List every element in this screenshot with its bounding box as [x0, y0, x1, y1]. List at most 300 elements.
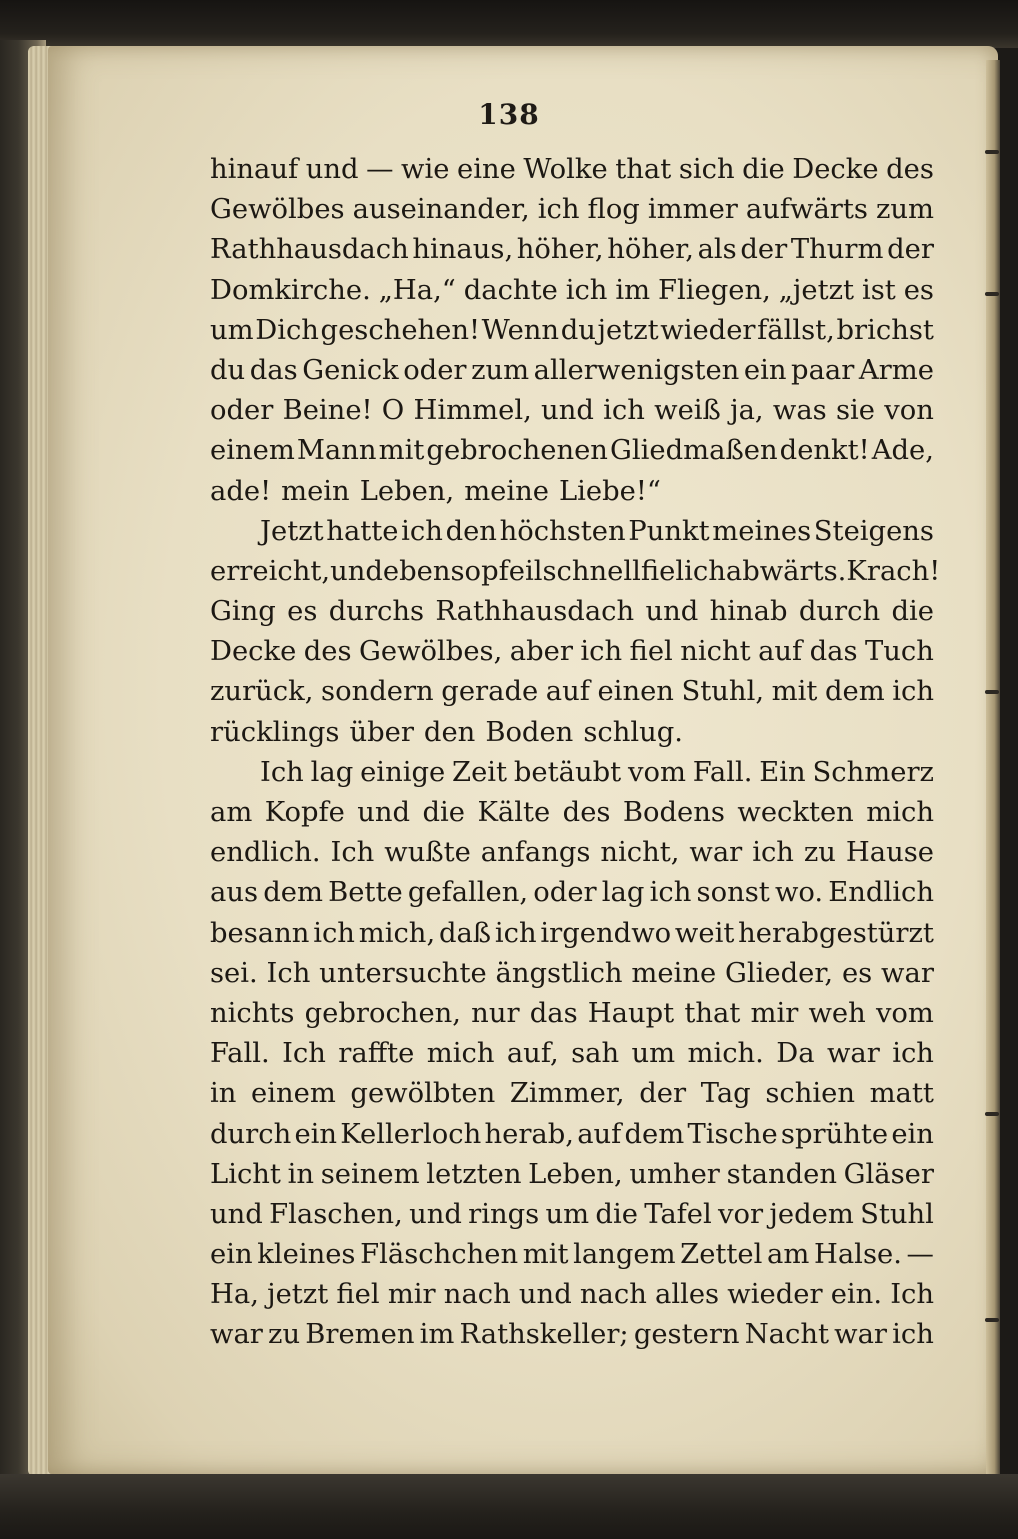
word: schien [765, 1078, 855, 1110]
word: um [631, 1038, 676, 1070]
word: Kopfe [264, 797, 345, 828]
edge-mark [985, 690, 999, 694]
word: Rathhausdach [210, 234, 409, 266]
word: daß [438, 917, 492, 949]
word: Rathhausdach [435, 596, 635, 628]
word: ich [565, 274, 608, 306]
word: jetzt [597, 314, 659, 346]
word: wieder [727, 1279, 823, 1311]
word: sei. [210, 957, 258, 989]
word: meines [712, 515, 812, 547]
word: am [210, 797, 253, 828]
edge-mark [985, 1318, 999, 1322]
word: vom [875, 997, 934, 1029]
word: zu [803, 837, 836, 869]
word: sondern [321, 676, 434, 708]
word: oder [210, 395, 274, 427]
word: es [903, 274, 934, 306]
word: und [330, 555, 383, 587]
word: Flaschen, [269, 1198, 403, 1230]
word: raffte [338, 1038, 415, 1070]
word: Bodens [622, 797, 725, 828]
word: durchs [328, 596, 425, 628]
word: mich. [687, 1038, 764, 1070]
word: mir [387, 1279, 436, 1311]
word: durch [210, 1118, 292, 1150]
word: gestern [633, 1319, 740, 1351]
word: der [887, 234, 934, 266]
word: einem [251, 1078, 336, 1110]
text-line [210, 150, 934, 190]
word: ein [743, 354, 787, 386]
word: umher [629, 1158, 720, 1190]
word: ich [313, 917, 355, 949]
word: mich [866, 797, 934, 828]
word: ich [684, 555, 726, 587]
text-line [210, 1195, 934, 1235]
word: alles [655, 1279, 720, 1311]
word: ein [294, 1118, 338, 1150]
word: ich [752, 837, 794, 869]
word: des [303, 636, 352, 668]
word: sonst [696, 877, 770, 909]
word: Stuhl, [681, 676, 765, 708]
word: vor [718, 1198, 764, 1230]
word: eben [382, 555, 451, 587]
text-line [210, 391, 934, 431]
word: Fliegen, [657, 274, 771, 306]
word: herab, [484, 1118, 574, 1150]
text-line [210, 230, 934, 270]
word: wie [401, 154, 450, 185]
word: Gläser [843, 1158, 934, 1190]
word: oder [403, 354, 467, 386]
text-line [210, 592, 934, 632]
word: Zeit [452, 756, 508, 788]
word: mich, [358, 917, 436, 949]
word: ich [537, 194, 580, 226]
word: Mann [296, 435, 377, 467]
text-line [210, 1275, 934, 1315]
word: that [615, 154, 672, 185]
text-line [210, 914, 934, 954]
text-line [210, 1315, 934, 1355]
word: nur [471, 997, 520, 1029]
word: Ha, [210, 1279, 259, 1311]
word: Beine! [282, 395, 373, 427]
word: letzten [426, 1158, 522, 1190]
word: was [772, 395, 827, 427]
word: Steigens [813, 515, 934, 547]
word: anfangs [480, 837, 591, 869]
page-right-edge [986, 60, 1000, 1480]
word: das [529, 997, 578, 1029]
word: hinaus, [412, 234, 514, 266]
word: meine [631, 957, 717, 989]
word: pfeilschnell [481, 555, 641, 587]
word: die [422, 797, 466, 828]
word: Tische [687, 1118, 778, 1150]
word: ade! [210, 475, 272, 507]
word: des [562, 797, 611, 828]
edge-mark [985, 1112, 999, 1116]
word: Glieder, [724, 957, 834, 989]
word: einige [360, 756, 446, 788]
word: wo. [774, 877, 824, 909]
word: die [891, 596, 934, 628]
text-line [210, 472, 934, 512]
word: Stuhl [860, 1198, 934, 1230]
word: höher, [607, 234, 694, 266]
text-line [210, 954, 934, 994]
word: das [249, 354, 298, 386]
edge-mark [985, 150, 999, 154]
word: oder [533, 877, 597, 909]
text-line [210, 351, 934, 391]
word: Tuch [864, 636, 934, 668]
word: Kellerloch [340, 1118, 482, 1150]
word: Thurm [790, 234, 884, 266]
word: Krach! [846, 555, 941, 587]
word: abwärts. [725, 555, 847, 587]
word: that [684, 997, 741, 1029]
word: lag [310, 756, 354, 788]
word: und [541, 395, 594, 427]
word: Ade, [871, 435, 934, 467]
edge-mark [985, 292, 999, 296]
word: dem [824, 676, 885, 708]
text-line [210, 833, 934, 873]
word: nach [443, 1279, 511, 1311]
word: zum [471, 354, 530, 386]
text-line [210, 1034, 934, 1074]
text-line [210, 713, 934, 753]
word: fiel [640, 555, 685, 587]
word: sah [571, 1038, 620, 1070]
word: Leben, [528, 1158, 623, 1190]
word: Decke [210, 636, 297, 668]
word: fiel [336, 1279, 380, 1311]
word: Ich [890, 1279, 934, 1311]
word: aufwärts [745, 194, 868, 226]
word: Fall. [210, 1038, 270, 1070]
word: besann [210, 917, 310, 949]
word: war [689, 837, 743, 869]
word: brichst [836, 314, 934, 346]
cover-bottom [0, 1474, 1018, 1539]
cover-top [0, 0, 1018, 48]
word: paar [791, 354, 855, 386]
word: das [809, 636, 858, 668]
word: mir [750, 997, 799, 1029]
word: ist [861, 274, 896, 306]
word: herabgestürzt [738, 917, 934, 949]
word: ich [892, 1038, 934, 1070]
word: weh [808, 997, 866, 1029]
word: Ich [260, 756, 304, 788]
word: im [419, 1319, 455, 1351]
word: ein. [830, 1279, 883, 1311]
word: „jetzt [778, 274, 855, 306]
word: mein [281, 475, 350, 507]
word: immer [647, 194, 738, 226]
word: sprühte [780, 1118, 889, 1150]
word: kleines [257, 1239, 356, 1271]
text-line [210, 311, 934, 351]
word: gerade [441, 676, 539, 708]
word: auf, [506, 1038, 559, 1070]
word: auf [577, 1118, 622, 1150]
word: über [349, 716, 414, 748]
word: Bette [328, 877, 403, 909]
word: Haupt [587, 997, 675, 1029]
word: zurück, [210, 676, 314, 708]
word: und [210, 1198, 263, 1230]
word: O [381, 395, 405, 427]
word: ich [892, 1319, 934, 1351]
word: um [545, 1198, 590, 1230]
word: war [834, 1319, 888, 1351]
word: weckten [737, 797, 854, 828]
text-line [210, 552, 941, 592]
text-line [210, 793, 934, 833]
word: ich [892, 676, 934, 708]
word: gefallen, [407, 877, 529, 909]
text-line [210, 271, 934, 311]
text-line [210, 1235, 934, 1275]
word: den [423, 716, 476, 748]
word: in [210, 1078, 237, 1110]
word: Nacht [744, 1319, 830, 1351]
word: ja, [730, 395, 764, 427]
word: — [366, 154, 394, 185]
word: aus [210, 877, 259, 909]
word: — [906, 1239, 934, 1271]
word: durch [798, 596, 881, 628]
word: war [826, 1038, 880, 1070]
word: Ein [759, 756, 806, 788]
word: ein [891, 1118, 934, 1150]
word: Fall. [692, 756, 753, 788]
word: Hause [845, 837, 934, 869]
word: es [841, 957, 873, 989]
word: des [886, 154, 934, 185]
word: so [450, 555, 482, 587]
word: Himmel, [413, 395, 532, 427]
text-line [210, 1074, 934, 1114]
word: ein [210, 1239, 253, 1271]
word: auf [758, 636, 803, 668]
word: ängstlich [495, 957, 623, 989]
word: standen [726, 1158, 837, 1190]
word: es [287, 596, 318, 628]
text-line [210, 1115, 934, 1155]
word: erreicht, [210, 555, 331, 587]
text-line [210, 753, 934, 793]
word: der [740, 234, 788, 266]
word: von [884, 395, 934, 427]
word: dem [624, 1118, 685, 1150]
word: wieder [660, 314, 756, 346]
word: und [518, 1279, 572, 1311]
text-line [210, 190, 934, 230]
word: gewölbten [350, 1078, 496, 1110]
word: Gewölbes, [359, 636, 503, 668]
word: wußte [384, 837, 471, 869]
page-body-text [210, 150, 941, 1356]
word: dachte [463, 274, 558, 306]
word: ich [494, 917, 537, 949]
text-line [210, 431, 934, 471]
word: geschehen! [320, 314, 481, 346]
word: Bremen [305, 1319, 415, 1351]
word: Decke [792, 154, 879, 185]
word: Rathskeller; [459, 1319, 629, 1351]
word: Zimmer, [509, 1078, 625, 1110]
word: ich [401, 515, 443, 547]
word: Liebe!“ [558, 475, 661, 507]
word: Ich [266, 957, 311, 989]
word: mit [378, 435, 425, 467]
word: Ging [210, 596, 276, 628]
word: Ich [330, 837, 375, 869]
text-line [210, 1155, 934, 1195]
page-number: 138 [478, 98, 540, 131]
word: um [210, 314, 254, 346]
word: einem [210, 435, 295, 467]
word: Licht [210, 1158, 281, 1190]
word: und [357, 797, 411, 828]
word: sie [835, 395, 875, 427]
word: und [409, 1198, 462, 1230]
word: Boden [485, 716, 574, 748]
word: ich [580, 636, 623, 668]
word: höher, [516, 234, 604, 266]
text-line [210, 632, 934, 672]
word: hinab [709, 596, 788, 628]
word: jedem [769, 1198, 854, 1230]
word: nach [579, 1279, 647, 1311]
word: rücklings [210, 716, 340, 748]
word: hatte [326, 515, 399, 547]
text-line [210, 512, 934, 552]
word: aber [509, 636, 573, 668]
word: schlug. [583, 716, 684, 748]
text-line [210, 994, 934, 1034]
word: ich [649, 877, 692, 909]
word: die [595, 1198, 638, 1230]
word: weit [674, 917, 735, 949]
word: fiel [629, 636, 673, 668]
word: höchsten [499, 515, 626, 547]
word: irgendwo [540, 917, 672, 949]
word: sich [678, 154, 735, 185]
word: der [639, 1078, 687, 1110]
word: gebrochen, [304, 997, 462, 1029]
word: du [210, 354, 246, 386]
word: Tafel [644, 1198, 712, 1230]
word: eine [456, 154, 516, 185]
word: zu [268, 1319, 301, 1351]
word: Wenn [481, 314, 560, 346]
word: Leben, [359, 475, 455, 507]
word: Punkt [628, 515, 710, 547]
word: auf [545, 676, 590, 708]
word: als [697, 234, 737, 266]
word: Gliedmaßen [610, 435, 778, 467]
word: Halse. [813, 1239, 902, 1271]
word: matt [869, 1078, 934, 1110]
word: die [742, 154, 785, 185]
word: Wolke [523, 154, 608, 185]
word: Jetzt [260, 515, 324, 547]
word: Tag [700, 1078, 751, 1110]
text-line [210, 672, 934, 712]
word: und [305, 154, 359, 185]
word: vom [627, 756, 686, 788]
word: am [767, 1239, 810, 1271]
word: „Ha,“ [378, 274, 456, 306]
word: meine [464, 475, 549, 507]
word: Kälte [477, 797, 551, 828]
word: mich [426, 1038, 495, 1070]
word: hinauf [210, 154, 299, 185]
word: langem [573, 1239, 676, 1271]
word: Schmerz [812, 756, 934, 788]
text-line [210, 873, 934, 913]
word: Da [776, 1038, 815, 1070]
word: betäubt [513, 756, 622, 788]
word: du [560, 314, 596, 346]
word: war [210, 1319, 263, 1351]
word: lag [601, 877, 645, 909]
word: einen [597, 676, 674, 708]
word: denkt! [779, 435, 870, 467]
word: nichts [210, 997, 295, 1029]
word: Ich [282, 1038, 326, 1070]
word: Arme [858, 354, 934, 386]
word: nicht [680, 636, 751, 668]
word: weiß [654, 395, 721, 427]
word: mit [771, 676, 818, 708]
word: Zettel [680, 1239, 763, 1271]
word: allerwenigsten [533, 354, 740, 386]
word: endlich. [210, 837, 321, 869]
word: flog [587, 194, 640, 226]
word: zum [875, 194, 934, 226]
word: dem [263, 877, 323, 909]
word: Domkirche. [210, 274, 371, 306]
word: den [445, 515, 497, 547]
word: Genick [302, 354, 399, 386]
word: untersuchte [319, 957, 487, 989]
word: seinem [320, 1158, 420, 1190]
word: in [287, 1158, 315, 1190]
word: rings [468, 1198, 540, 1230]
word: auseinander, [352, 194, 530, 226]
word: gebrochenen [426, 435, 608, 467]
word: im [615, 274, 651, 306]
word: war [881, 957, 934, 989]
word: Fläschchen [360, 1239, 519, 1271]
word: nicht, [600, 837, 680, 869]
word: mit [522, 1239, 569, 1271]
word: Gewölbes [210, 194, 345, 226]
word: Endlich [828, 877, 934, 909]
word: ich [603, 395, 645, 427]
word: fällst, [757, 314, 835, 346]
word: Dich [255, 314, 319, 346]
